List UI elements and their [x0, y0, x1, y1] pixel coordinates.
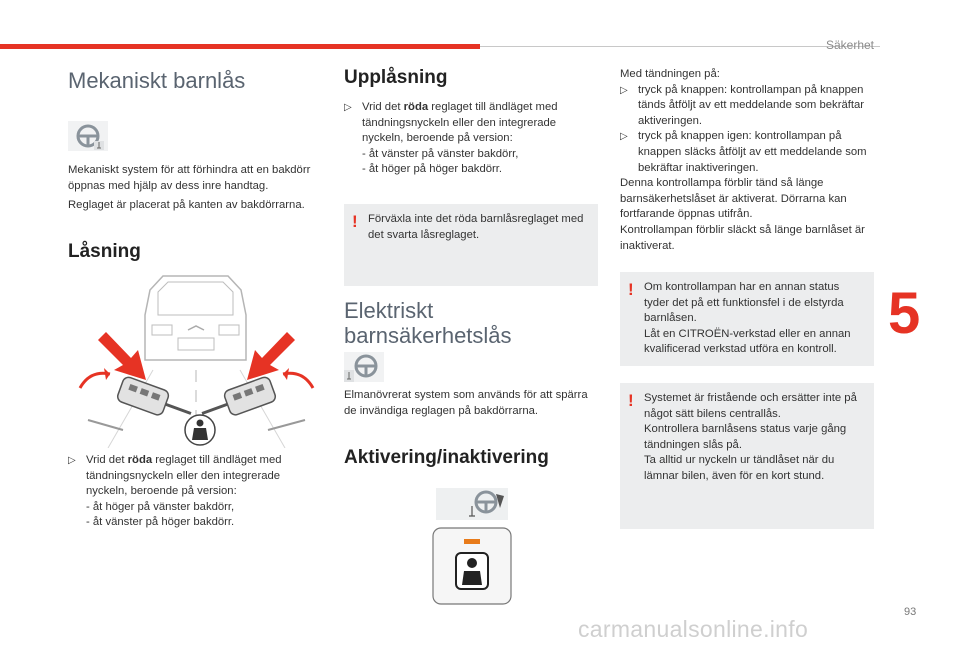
activation-bullet-2-text: tryck på knappen igen: kontrollampan på knappen släcks åtföljt av ett meddelande som bekräftar inaktiveringen. — [638, 130, 867, 174]
bullet-arrow-icon: ▷ — [620, 131, 628, 143]
locking-instructions — [68, 453, 320, 531]
activation-intro: Med tändningen på: — [620, 68, 720, 80]
activation-bullet-2 — [620, 129, 874, 176]
subtitle-locking: Låsning — [68, 241, 141, 262]
title-mechanical-child-lock: Mekaniskt barnlås — [68, 68, 246, 93]
unlocking-bullet — [344, 100, 594, 147]
electric-intro-text: Elmanövrerat system som används för att spärra de invändiga reglagen på bakdörrarna. — [344, 389, 588, 417]
warning-exclamation-icon: ! — [628, 280, 634, 299]
bullet-arrow-icon: ▷ — [344, 102, 352, 113]
unlocking-bullet-post: reglaget till ändläget med tändningsnyckeln eller den integrerade nyckeln, beroende på version: — [362, 101, 558, 145]
title-electric-child-lock — [344, 298, 512, 348]
status-text-2: Kontrollampan förblir släckt så länge barnlåset är inaktiverat. — [620, 223, 865, 252]
title-electric-line1: Elektriskt — [344, 298, 434, 323]
bullet-arrow-icon: ▷ — [68, 455, 76, 466]
warning-independent-1: Systemet är fristående och ersätter inte på något sätt bilens centrallås. — [644, 392, 857, 420]
chapter-number: 5 — [888, 281, 921, 346]
unlocking-instructions — [344, 100, 594, 178]
warning-malfunction-1: Om kontrollampan har en annan status tyder det på ett funktionsfel i de elstyrda barnlåsen. — [644, 281, 844, 325]
subtitle-activation: Aktivering/inaktivering — [344, 447, 549, 468]
title-electric-line2: barnsäkerhetslås — [344, 323, 512, 348]
child-lock-button[interactable] — [432, 527, 512, 605]
status-text-1: Denna kontrollampa förblir tänd så länge barnsäkerhetslåset är aktiverat. Dörrarna kan fortfarande öppnas utifrån. — [620, 177, 847, 221]
warning-malfunction-2: Låt en CITROËN-verkstad eller en annan kvalificerad verkstad utföra en kontroll. — [644, 327, 851, 356]
steering-wheel-icon — [344, 352, 384, 382]
warning-exclamation-icon: ! — [352, 212, 358, 231]
warning-box-unlocking — [344, 204, 598, 286]
child-lock-illustration — [68, 270, 325, 448]
warning-independent-3: Ta alltid ur nyckeln ur tändlåset när du lämnar bilen, även för en kort stund. — [644, 454, 835, 482]
watermark: carmanualsonline.info — [578, 616, 809, 642]
unlocking-bullet-bold: röda — [403, 101, 429, 113]
locking-bullet — [68, 453, 320, 500]
locking-bullet-pre: Vrid det — [86, 454, 128, 466]
warning-box-independent — [620, 383, 874, 529]
locking-sub-1: - åt höger på vänster bakdörr, — [86, 500, 235, 513]
title-unlocking: Upplåsning — [344, 67, 448, 88]
steering-wheel-icon — [68, 121, 108, 151]
warning-text-unlocking: Förväxla inte det röda barnlåsreglaget med det svarta låsreglaget. — [368, 213, 584, 241]
locking-sub-2: - åt vänster på höger bakdörr. — [86, 516, 235, 529]
unlocking-sub-2: - åt höger på höger bakdörr. — [362, 163, 503, 176]
section-label: Säkerhet — [825, 38, 874, 52]
unlocking-sub-1: - åt vänster på vänster bakdörr, — [362, 147, 519, 160]
header-divider — [480, 46, 880, 47]
warning-exclamation-icon: ! — [628, 391, 634, 410]
activation-instructions — [620, 67, 874, 254]
mech-intro-1: Mekaniskt system för att förhindra att en bakdörr öppnas med hjälp av dess inre handtag. — [68, 164, 311, 192]
steering-wheel-icon — [436, 488, 508, 520]
locking-bullet-bold: röda — [127, 454, 153, 466]
activation-bullet-1 — [620, 83, 874, 130]
warning-independent-2: Kontrollera barnlåsens status varje gång tändningen slås på. — [644, 423, 847, 451]
bullet-arrow-icon: ▷ — [620, 84, 628, 96]
mech-intro-2: Reglaget är placerat på kanten av bakdörrarna. — [68, 199, 305, 212]
mech-intro-text — [68, 163, 320, 214]
unlocking-bullet-pre: Vrid det — [362, 101, 404, 113]
header-accent-bar — [0, 44, 480, 49]
locking-bullet-post: reglaget till ändläget med tändningsnyckeln eller den integrerade nyckeln, beroende på version: — [86, 454, 282, 498]
warning-box-malfunction — [620, 272, 874, 366]
activation-bullet-1-text: tryck på knappen: kontrollampan på knappen tänds åtföljt av ett meddelande som bekräftar aktiveringen. — [638, 83, 865, 127]
page-number: 93 — [904, 606, 917, 618]
